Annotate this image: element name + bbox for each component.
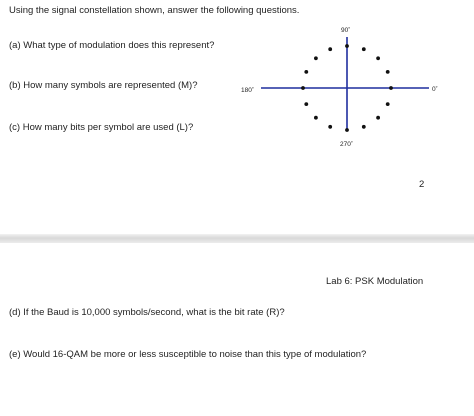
constellation-point: [301, 86, 305, 90]
constellation-point: [389, 86, 393, 90]
constellation-point: [328, 47, 332, 51]
page-number: 2: [419, 179, 425, 190]
label-270-degrees: 270˚: [340, 141, 354, 148]
constellation-point: [314, 116, 318, 120]
constellation-point: [328, 125, 332, 129]
constellation-point: [314, 56, 318, 60]
question-d: (d) If the Baud is 10,000 symbols/second, what is the bit rate (R)?: [9, 307, 285, 318]
signal-constellation-diagram: [230, 22, 470, 152]
constellation-point: [376, 56, 380, 60]
constellation-point: [362, 47, 366, 51]
constellation-svg: [230, 22, 470, 152]
intro-text: Using the signal constellation shown, answer the following questions.: [9, 5, 300, 16]
constellation-point: [304, 70, 308, 74]
question-b: (b) How many symbols are represented (M)?: [9, 80, 198, 91]
lab-title: Lab 6: PSK Modulation: [326, 276, 424, 287]
label-0-degrees: 0˚: [432, 86, 438, 93]
constellation-point: [376, 116, 380, 120]
question-e: (e) Would 16-QAM be more or less susceptible to noise than this type of modulation?: [9, 349, 367, 360]
question-c: (c) How many bits per symbol are used (L)?: [9, 122, 194, 133]
question-a: (a) What type of modulation does this represent?: [9, 40, 215, 51]
constellation-point: [345, 128, 349, 132]
constellation-point: [386, 70, 390, 74]
label-90-degrees: 90˚: [341, 27, 351, 34]
constellation-point: [304, 102, 308, 106]
page-break-divider: [0, 234, 474, 243]
constellation-point: [386, 102, 390, 106]
constellation-point: [345, 44, 349, 48]
constellation-point: [362, 125, 366, 129]
label-180-degrees: 180˚: [241, 87, 255, 94]
